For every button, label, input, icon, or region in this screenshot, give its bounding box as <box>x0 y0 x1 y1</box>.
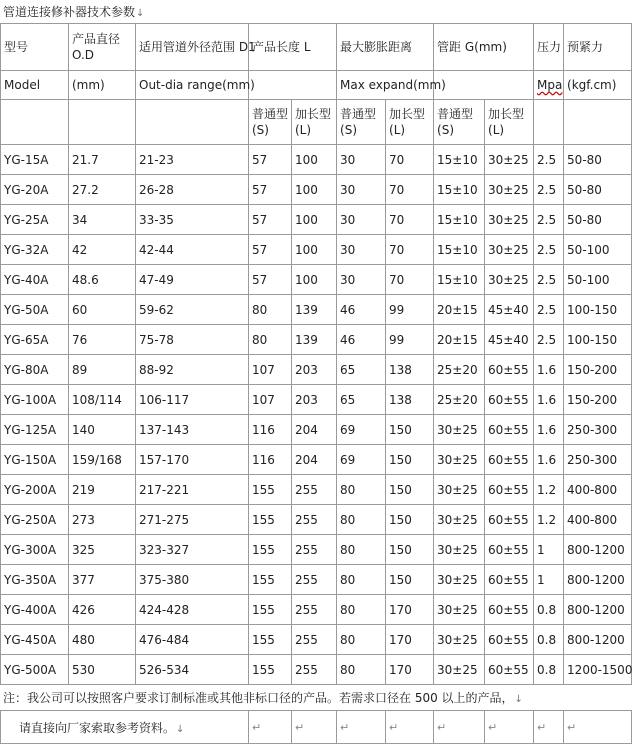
cell-pressure: 1 <box>534 565 564 595</box>
cell-range: 217-221 <box>136 475 249 505</box>
cell-expand-l: 70 <box>386 265 434 295</box>
header-sub-cell <box>69 100 136 145</box>
table-row <box>1 295 632 325</box>
cell-length-s: 155 <box>249 655 292 685</box>
cell-model: YG-65A <box>1 325 69 355</box>
table-row <box>1 325 632 355</box>
cell-od: 76 <box>69 325 136 355</box>
cell-gap-l: 45±40 <box>485 325 534 355</box>
table-row <box>1 655 632 685</box>
table-row <box>1 235 632 265</box>
cell-pressure: 1.6 <box>534 415 564 445</box>
cell-gap-l: 30±25 <box>485 145 534 175</box>
cell-pressure: 0.8 <box>534 655 564 685</box>
cell-length-s: 57 <box>249 205 292 235</box>
cell-expand-s: 30 <box>337 205 386 235</box>
cell-od: 60 <box>69 295 136 325</box>
header-sub-cell <box>1 100 69 145</box>
cell-pressure: 2.5 <box>534 205 564 235</box>
cell-length-l: 255 <box>292 565 337 595</box>
cell-length-s: 80 <box>249 295 292 325</box>
cell-gap-s: 30±25 <box>434 655 485 685</box>
cell-gap-l: 60±55 <box>485 445 534 475</box>
cell-gap-l: 60±55 <box>485 385 534 415</box>
spec-table <box>0 23 632 685</box>
cell-length-s: 57 <box>249 175 292 205</box>
header-gap-en <box>434 71 534 100</box>
header-gap: 管距 G(mm) <box>434 24 534 71</box>
header-length-en <box>249 71 337 100</box>
header-sub-cell <box>534 100 564 145</box>
cell-range: 59-62 <box>136 295 249 325</box>
cell-length-s: 155 <box>249 475 292 505</box>
header-length-standard: 普通型(S) <box>249 100 292 145</box>
cell-preload: 100-150 <box>564 325 632 355</box>
cell-gap-s: 20±15 <box>434 325 485 355</box>
cell-length-l: 139 <box>292 295 337 325</box>
cell-expand-l: 138 <box>386 355 434 385</box>
cell-expand-s: 80 <box>337 565 386 595</box>
cell-od: 21.7 <box>69 145 136 175</box>
cell-pressure: 2.5 <box>534 145 564 175</box>
cell-gap-l: 30±25 <box>485 265 534 295</box>
cell-od: 140 <box>69 415 136 445</box>
cell-pressure: 0.8 <box>534 625 564 655</box>
cell-od: 426 <box>69 595 136 625</box>
header-row-3 <box>1 100 632 145</box>
footnote: 注：我公司可以按照客户要求订制标准或其他非标口径的产品。若需求口径在 500 以上的产品，↓ <box>3 691 523 705</box>
cell-expand-l: 150 <box>386 445 434 475</box>
cell-model: YG-300A <box>1 535 69 565</box>
cell-od: 42 <box>69 235 136 265</box>
cell-model: YG-250A <box>1 505 69 535</box>
cell-preload: 800-1200 <box>564 595 632 625</box>
table-row <box>1 475 632 505</box>
table-row <box>1 145 632 175</box>
header-sub-cell <box>136 100 249 145</box>
cell-gap-s: 15±10 <box>434 265 485 295</box>
cell-gap-s: 30±25 <box>434 565 485 595</box>
cell-preload: 400-800 <box>564 505 632 535</box>
empty-cell: ↵ <box>485 711 534 744</box>
table-row <box>1 505 632 535</box>
cell-gap-l: 60±55 <box>485 415 534 445</box>
cell-model: YG-80A <box>1 355 69 385</box>
cell-expand-l: 170 <box>386 625 434 655</box>
header-model-en: Model <box>1 71 69 100</box>
cell-expand-s: 69 <box>337 415 386 445</box>
cell-length-s: 116 <box>249 415 292 445</box>
cell-length-s: 116 <box>249 445 292 475</box>
cell-length-l: 255 <box>292 505 337 535</box>
cell-model: YG-150A <box>1 445 69 475</box>
empty-cell: ↵ <box>564 711 632 744</box>
table-row <box>1 625 632 655</box>
cell-length-l: 255 <box>292 595 337 625</box>
cell-pressure: 1.6 <box>534 355 564 385</box>
cell-length-l: 255 <box>292 625 337 655</box>
cell-model: YG-50A <box>1 295 69 325</box>
footnote-table <box>0 710 632 744</box>
cell-gap-l: 60±55 <box>485 595 534 625</box>
table-row <box>1 415 632 445</box>
cell-gap-s: 30±25 <box>434 445 485 475</box>
cell-expand-s: 30 <box>337 235 386 265</box>
cell-length-s: 107 <box>249 355 292 385</box>
cell-expand-l: 70 <box>386 145 434 175</box>
cell-range: 21-23 <box>136 145 249 175</box>
empty-cell: ↵ <box>337 711 386 744</box>
cell-model: YG-500A <box>1 655 69 685</box>
header-range: 适用管道外径范围 D1 <box>136 24 249 71</box>
cell-range: 424-428 <box>136 595 249 625</box>
table-row <box>1 205 632 235</box>
table-row <box>1 445 632 475</box>
cell-od: 530 <box>69 655 136 685</box>
cell-length-s: 155 <box>249 625 292 655</box>
cell-range: 42-44 <box>136 235 249 265</box>
table-row <box>1 595 632 625</box>
header-range-en: Out-dia range(mm) <box>136 71 249 100</box>
cell-expand-s: 80 <box>337 535 386 565</box>
cell-preload: 50-80 <box>564 175 632 205</box>
header-od: 产品直径O.D <box>69 24 136 71</box>
cell-gap-s: 25±20 <box>434 385 485 415</box>
cell-gap-l: 60±55 <box>485 475 534 505</box>
table-row <box>1 265 632 295</box>
cell-pressure: 2.5 <box>534 325 564 355</box>
cell-gap-s: 30±25 <box>434 535 485 565</box>
empty-cell: ↵ <box>249 711 292 744</box>
cell-expand-l: 170 <box>386 655 434 685</box>
cell-expand-s: 69 <box>337 445 386 475</box>
cell-model: YG-400A <box>1 595 69 625</box>
cell-range: 75-78 <box>136 325 249 355</box>
cell-gap-l: 60±55 <box>485 505 534 535</box>
cell-length-l: 203 <box>292 355 337 385</box>
cell-length-s: 155 <box>249 595 292 625</box>
cell-gap-s: 15±10 <box>434 205 485 235</box>
cell-model: YG-15A <box>1 145 69 175</box>
header-pressure-unit: Mpa <box>534 71 564 100</box>
cell-expand-l: 70 <box>386 205 434 235</box>
cell-od: 273 <box>69 505 136 535</box>
header-length: 产品长度 L <box>249 24 337 71</box>
cell-length-l: 255 <box>292 475 337 505</box>
empty-cell: ↵ <box>534 711 564 744</box>
cell-expand-s: 30 <box>337 175 386 205</box>
cell-length-l: 203 <box>292 385 337 415</box>
cell-expand-l: 150 <box>386 535 434 565</box>
cell-expand-l: 70 <box>386 175 434 205</box>
cell-expand-l: 99 <box>386 295 434 325</box>
cell-range: 476-484 <box>136 625 249 655</box>
header-row-1 <box>1 24 632 71</box>
header-expand: 最大膨胀距离 <box>337 24 434 71</box>
cell-model: YG-200A <box>1 475 69 505</box>
cell-expand-l: 150 <box>386 565 434 595</box>
cell-gap-s: 30±25 <box>434 475 485 505</box>
cell-gap-l: 30±25 <box>485 205 534 235</box>
cell-gap-s: 25±20 <box>434 355 485 385</box>
cell-length-s: 57 <box>249 235 292 265</box>
cell-preload: 150-200 <box>564 355 632 385</box>
cell-range: 157-170 <box>136 445 249 475</box>
cell-length-l: 139 <box>292 325 337 355</box>
cell-range: 323-327 <box>136 535 249 565</box>
cell-expand-s: 46 <box>337 295 386 325</box>
cell-model: YG-25A <box>1 205 69 235</box>
cell-od: 34 <box>69 205 136 235</box>
header-od-unit: (mm) <box>69 71 136 100</box>
cell-length-s: 80 <box>249 325 292 355</box>
cell-expand-s: 80 <box>337 475 386 505</box>
cell-expand-s: 80 <box>337 655 386 685</box>
cell-model: YG-125A <box>1 415 69 445</box>
cell-length-s: 57 <box>249 265 292 295</box>
cell-gap-l: 30±25 <box>485 235 534 265</box>
cell-model: YG-100A <box>1 385 69 415</box>
cell-expand-l: 150 <box>386 475 434 505</box>
header-expand-extended: 加长型(L) <box>386 100 434 145</box>
cell-preload: 50-80 <box>564 145 632 175</box>
empty-cell: ↵ <box>434 711 485 744</box>
cell-model: YG-40A <box>1 265 69 295</box>
cell-expand-s: 80 <box>337 625 386 655</box>
cell-od: 377 <box>69 565 136 595</box>
cell-range: 526-534 <box>136 655 249 685</box>
header-length-extended: 加长型(L) <box>292 100 337 145</box>
cell-range: 33-35 <box>136 205 249 235</box>
cell-model: YG-450A <box>1 625 69 655</box>
header-expand-en: Max expand(mm) <box>337 71 434 100</box>
cell-expand-s: 65 <box>337 355 386 385</box>
cell-range: 88-92 <box>136 355 249 385</box>
cell-pressure: 1.6 <box>534 445 564 475</box>
cell-od: 480 <box>69 625 136 655</box>
cell-gap-l: 60±55 <box>485 655 534 685</box>
cell-pressure: 1.2 <box>534 475 564 505</box>
cell-expand-l: 138 <box>386 385 434 415</box>
header-pressure: 压力 <box>534 24 564 71</box>
cell-expand-l: 150 <box>386 505 434 535</box>
cell-od: 108/114 <box>69 385 136 415</box>
cell-gap-s: 30±25 <box>434 415 485 445</box>
header-model: 型号 <box>1 24 69 71</box>
cell-model: YG-32A <box>1 235 69 265</box>
cell-length-s: 155 <box>249 505 292 535</box>
cell-model: YG-20A <box>1 175 69 205</box>
cell-length-s: 155 <box>249 565 292 595</box>
cell-od: 27.2 <box>69 175 136 205</box>
cell-pressure: 2.5 <box>534 235 564 265</box>
cell-length-l: 100 <box>292 235 337 265</box>
cell-pressure: 2.5 <box>534 295 564 325</box>
cell-gap-l: 60±55 <box>485 535 534 565</box>
cell-length-s: 107 <box>249 385 292 415</box>
cell-gap-s: 30±25 <box>434 625 485 655</box>
cell-preload: 250-300 <box>564 445 632 475</box>
cell-length-s: 155 <box>249 535 292 565</box>
cell-gap-s: 15±10 <box>434 145 485 175</box>
cell-gap-l: 60±55 <box>485 625 534 655</box>
cell-expand-l: 70 <box>386 235 434 265</box>
cell-length-l: 204 <box>292 445 337 475</box>
cell-length-s: 57 <box>249 145 292 175</box>
cell-preload: 150-200 <box>564 385 632 415</box>
table-row <box>1 355 632 385</box>
cell-od: 159/168 <box>69 445 136 475</box>
cell-preload: 400-800 <box>564 475 632 505</box>
cell-model: YG-350A <box>1 565 69 595</box>
cell-length-l: 100 <box>292 265 337 295</box>
cell-gap-s: 30±25 <box>434 595 485 625</box>
cell-expand-s: 30 <box>337 145 386 175</box>
cell-gap-l: 45±40 <box>485 295 534 325</box>
cell-preload: 800-1200 <box>564 535 632 565</box>
cell-length-l: 100 <box>292 175 337 205</box>
cell-gap-s: 20±15 <box>434 295 485 325</box>
header-row-2 <box>1 71 632 100</box>
cell-pressure: 1 <box>534 535 564 565</box>
cell-length-l: 100 <box>292 145 337 175</box>
cell-length-l: 255 <box>292 535 337 565</box>
cell-gap-l: 60±55 <box>485 355 534 385</box>
cell-range: 375-380 <box>136 565 249 595</box>
cell-expand-s: 46 <box>337 325 386 355</box>
cell-preload: 800-1200 <box>564 625 632 655</box>
cell-expand-s: 80 <box>337 505 386 535</box>
cell-expand-l: 99 <box>386 325 434 355</box>
cell-preload: 50-100 <box>564 265 632 295</box>
cell-preload: 50-100 <box>564 235 632 265</box>
cell-expand-l: 150 <box>386 415 434 445</box>
cell-gap-s: 15±10 <box>434 235 485 265</box>
table-row <box>1 535 632 565</box>
cell-range: 47-49 <box>136 265 249 295</box>
table-row <box>1 385 632 415</box>
document-title: 管道连接修补器技术参数↓ <box>3 5 145 19</box>
cell-expand-s: 65 <box>337 385 386 415</box>
cell-od: 89 <box>69 355 136 385</box>
cell-length-l: 100 <box>292 205 337 235</box>
header-preload: 预紧力 <box>564 24 632 71</box>
cell-expand-l: 170 <box>386 595 434 625</box>
header-expand-standard: 普通型(S) <box>337 100 386 145</box>
cell-preload: 250-300 <box>564 415 632 445</box>
cell-range: 106-117 <box>136 385 249 415</box>
cell-od: 48.6 <box>69 265 136 295</box>
header-gap-extended: 加长型(L) <box>485 100 534 145</box>
cell-pressure: 2.5 <box>534 175 564 205</box>
cell-gap-l: 30±25 <box>485 175 534 205</box>
cell-preload: 100-150 <box>564 295 632 325</box>
cell-range: 26-28 <box>136 175 249 205</box>
header-preload-unit: (kgf.cm) <box>564 71 632 100</box>
header-sub-cell <box>564 100 632 145</box>
cell-pressure: 1.6 <box>534 385 564 415</box>
cell-od: 325 <box>69 535 136 565</box>
cell-gap-s: 30±25 <box>434 505 485 535</box>
cell-range: 271-275 <box>136 505 249 535</box>
cell-pressure: 0.8 <box>534 595 564 625</box>
cell-preload: 50-80 <box>564 205 632 235</box>
empty-cell: ↵ <box>386 711 434 744</box>
table-row <box>1 565 632 595</box>
footnote-continuation: 请直接向厂家索取参考资料。↓ <box>1 711 249 744</box>
cell-gap-s: 15±10 <box>434 175 485 205</box>
cell-gap-l: 60±55 <box>485 565 534 595</box>
cell-preload: 1200-1500 <box>564 655 632 685</box>
cell-pressure: 2.5 <box>534 265 564 295</box>
table-row <box>1 175 632 205</box>
cell-od: 219 <box>69 475 136 505</box>
cell-expand-s: 80 <box>337 595 386 625</box>
empty-cell: ↵ <box>292 711 337 744</box>
cell-length-l: 204 <box>292 415 337 445</box>
cell-expand-s: 30 <box>337 265 386 295</box>
cell-length-l: 255 <box>292 655 337 685</box>
cell-range: 137-143 <box>136 415 249 445</box>
cell-pressure: 1.2 <box>534 505 564 535</box>
cell-preload: 800-1200 <box>564 565 632 595</box>
header-gap-standard: 普通型(S) <box>434 100 485 145</box>
